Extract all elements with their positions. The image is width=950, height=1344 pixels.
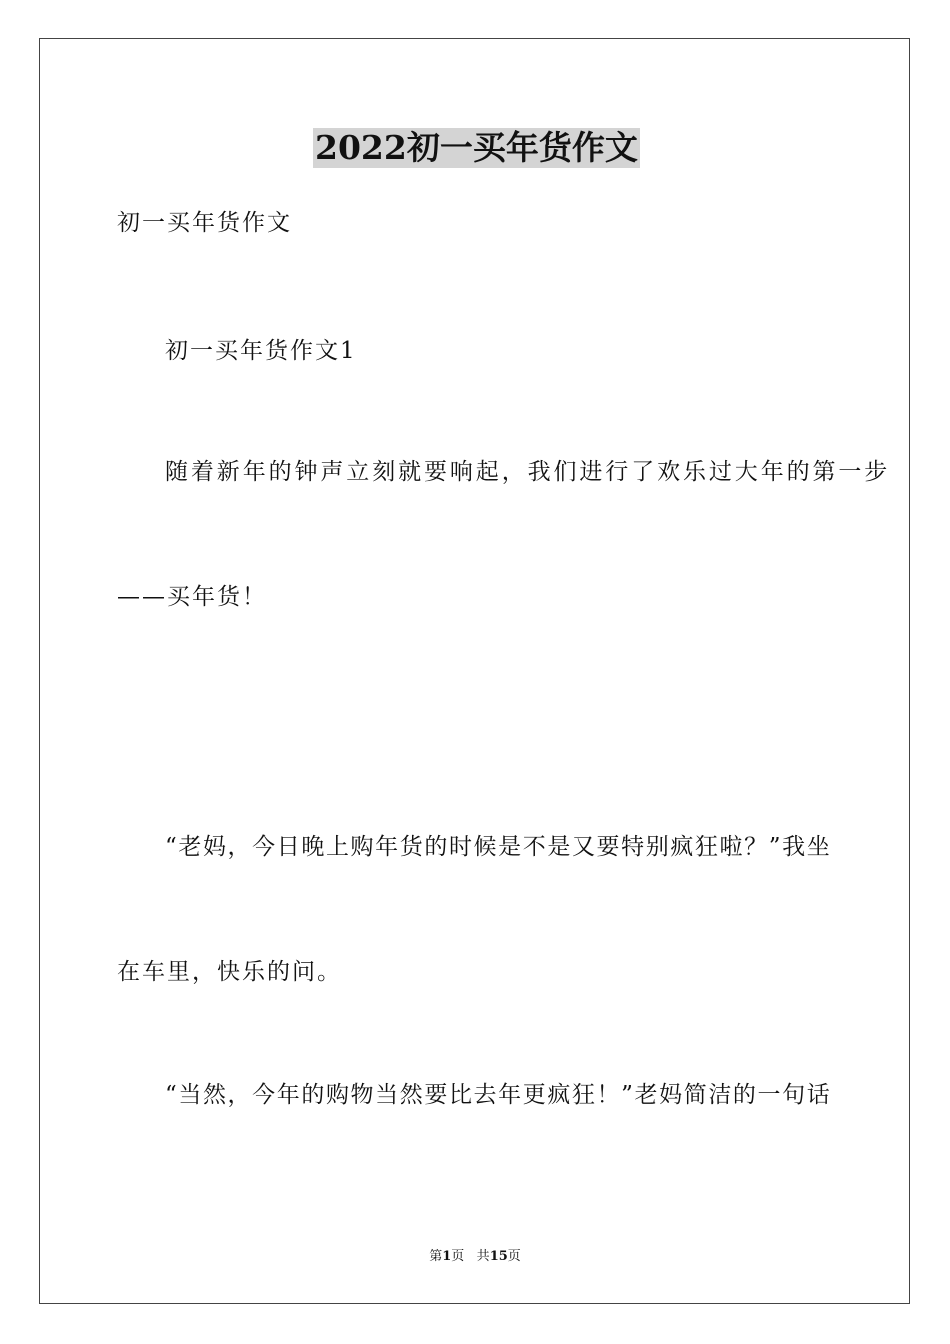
footer-page-suffix: 页: [451, 1249, 465, 1264]
footer-total-suffix: 页: [507, 1249, 521, 1264]
footer-page-prefix: 第: [429, 1249, 443, 1264]
page-footer: [0, 1248, 950, 1266]
footer-total-prefix: 共: [476, 1249, 490, 1264]
footer-page-number: 1: [442, 1249, 452, 1264]
paragraph-line: “当然，今年的购物当然要比去年更疯狂！”老妈简洁的一句话: [165, 1082, 832, 1108]
subtitle-line: 初一买年货作文: [117, 210, 292, 236]
document-title: 2022初一买年货作文: [315, 128, 638, 167]
paragraph-line: “老妈，今日晚上购年货的时候是不是又要特别疯狂啦？”我坐: [165, 834, 832, 860]
section-heading: 初一买年货作文1: [165, 338, 357, 364]
paragraph-line: ——买年货！: [117, 584, 267, 610]
paragraph-line: 在车里，快乐的问。: [117, 959, 342, 985]
footer-total-pages: 15: [489, 1249, 508, 1264]
paragraph-line: 随着新年的钟声立刻就要响起，我们进行了欢乐过大年的第一步: [165, 459, 891, 485]
